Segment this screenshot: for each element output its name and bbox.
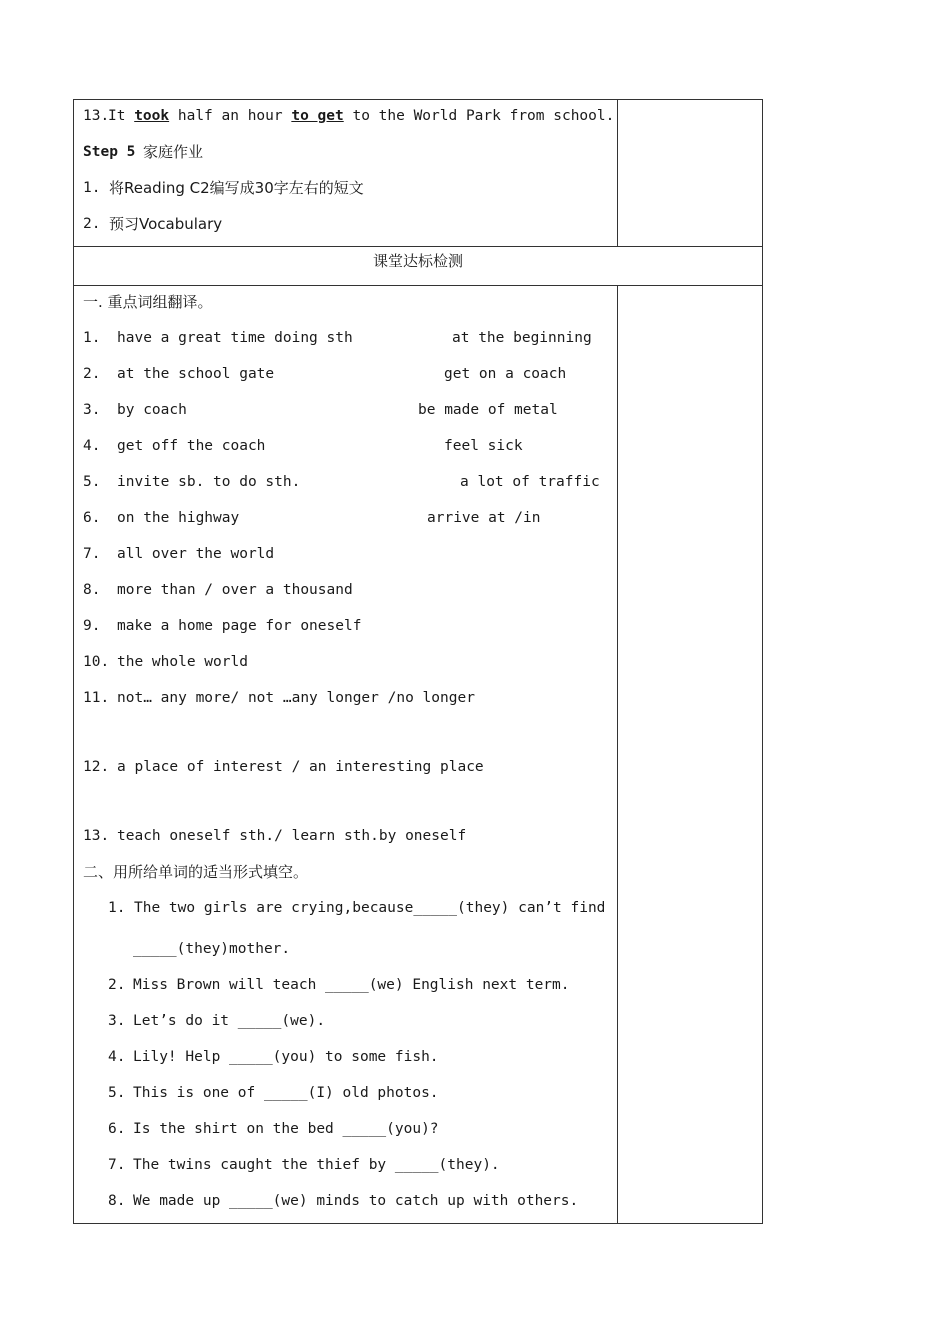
worksheet-table — [73, 99, 763, 1224]
spacer — [74, 720, 617, 753]
part2-heading: 二、用所给单词的适当形式填空。 — [83, 863, 309, 881]
sentence-part-5: to the World Park from school. — [343, 108, 615, 124]
fill-blank-item: 4. Lily! Help _____(you) to some fish. — [108, 1049, 439, 1065]
fill-blank-item: 8. We made up _____(we) minds to catch up with others. — [108, 1193, 579, 1209]
phrase-item: 2. at the school gate get on a coach — [83, 366, 567, 382]
phrase-item: 3. by coach be made of metal — [83, 402, 558, 418]
fill-blank-item: 5. This is one of _____(I) old photos. — [108, 1085, 439, 1101]
phrase-item: 6. on the highway arrive at /in — [83, 510, 541, 526]
homework-item-2: 2. 预习Vocabulary — [83, 215, 223, 233]
fill-blank-item: 7. The twins caught the thief by _____(they). — [108, 1157, 500, 1173]
exercise-main-cell — [74, 286, 618, 1224]
phrase-item: 8. more than / over a thousand — [83, 582, 353, 598]
phrase-item: 12. a place of interest / an interesting place — [83, 759, 484, 775]
section-title-row — [74, 247, 763, 286]
phrase-item: 13. teach oneself sth./ learn sth.by oneself — [83, 828, 467, 844]
top-side-cell — [618, 100, 763, 247]
fill-blank-item: 1. The two girls are crying,because_____(they) can’t find — [108, 900, 606, 916]
phrase-item: 11. not… any more/ not …any longer /no longer — [83, 690, 475, 706]
step-title: 家庭作业 — [143, 143, 204, 161]
sentence-part-3: half an hour — [169, 108, 292, 124]
exercise-side-cell — [618, 286, 763, 1224]
sentence-13 — [74, 102, 617, 138]
top-main-cell — [74, 100, 618, 247]
top-row — [74, 100, 763, 247]
section-title: 课堂达标检测 — [74, 247, 763, 286]
phrase-item: 5. invite sb. to do sth. a lot of traffic — [83, 474, 600, 490]
sentence-num: 13. — [83, 108, 110, 124]
phrase-item: 9. make a home page for oneself — [83, 618, 362, 634]
homework-item-1: 1. 将Reading C2编写成30字左右的短文 — [83, 179, 364, 197]
fill-blank-item: 2. Miss Brown will teach _____(we) English next term. — [108, 977, 570, 993]
underlined-took: took — [134, 108, 170, 124]
fill-blank-item: 3. Let’s do it _____(we). — [108, 1013, 326, 1029]
underlined-to-get: to get — [291, 108, 344, 124]
fill-blank-item-continued: _____(they)mother. — [133, 941, 291, 957]
fill-blank-item: 6. Is the shirt on the bed _____(you)? — [108, 1121, 439, 1137]
phrase-item: 4. get off the coach feel sick — [83, 438, 523, 454]
phrase-item: 10. the whole world — [83, 654, 248, 670]
sentence-part-1: It — [108, 108, 135, 124]
phrase-item: 1. have a great time doing sth at the beginning — [83, 330, 592, 346]
spacer — [74, 789, 617, 822]
step-label: Step 5 — [83, 144, 136, 160]
part1-heading: 一. 重点词组翻译。 — [83, 293, 213, 311]
phrase-item: 7. all over the world — [83, 546, 275, 562]
exercise-row — [74, 286, 763, 1224]
step-5-heading — [74, 138, 617, 174]
